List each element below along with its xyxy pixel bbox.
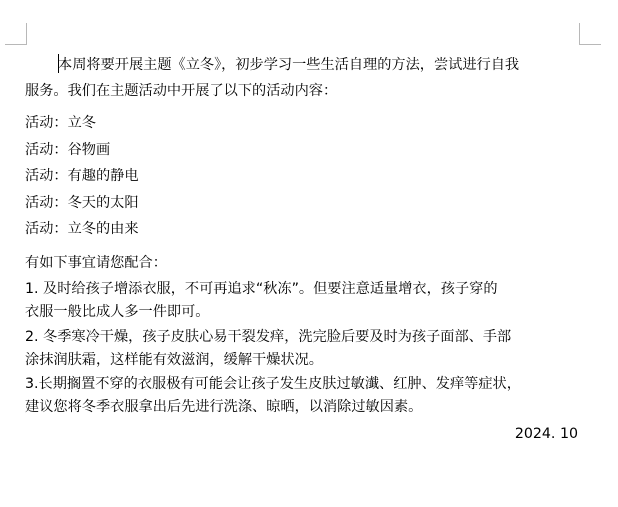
- tip-line: 涂抹润肤霜，这样能有效滋润，缓解干燥状况。: [25, 351, 323, 368]
- request-line[interactable]: 有如下事宜请您配合：: [25, 255, 167, 271]
- activity-list[interactable]: [25, 110, 581, 243]
- document-date[interactable]: 2024. 10: [514, 426, 578, 442]
- margin-corner-top-right: [579, 23, 601, 45]
- tip-line: 3.长期搁置不穿的衣服极有可能会让孩子发生皮肤过敏瀐、红肿、发痒等症状，: [25, 376, 521, 392]
- tip-item: [25, 278, 581, 324]
- tip-line: 2. 冬季寒冷干燥，孩子皮肤心易干裂发痒，洗完脸后要及时为孩子面部、手部: [25, 328, 512, 345]
- activity-item: 活动：谷物画: [25, 141, 111, 158]
- tip-line: 衣服一般比成人多一件即可。: [25, 304, 210, 320]
- activity-item: 活动：立冬的由来: [25, 221, 139, 237]
- intro-paragraph[interactable]: [25, 52, 581, 104]
- intro-line: 本周将要开展主题《立冬》，初步学习一些生活自理的方法，尝试进行自我: [58, 57, 520, 73]
- tip-line: 建议您将冬季衣服拿出后先进行洗涤、晾晒，以消除过敏因素。: [25, 399, 423, 415]
- activity-item: 活动：立冬: [25, 115, 96, 131]
- tips-list[interactable]: [25, 278, 581, 421]
- tip-item: [25, 373, 581, 419]
- tip-item: [25, 326, 581, 372]
- intro-line: 服务。我们在主题活动中开展了以下的活动内容：: [25, 83, 338, 99]
- activity-item: 活动：冬天的太阳: [25, 194, 139, 211]
- margin-corner-top-left: [5, 23, 27, 45]
- tip-line: 1. 及时给孩子增添衣服，不可再追求“秋冻”。但要注意适量增衣，孩子穿的: [25, 281, 498, 297]
- activity-item: 活动：有趣的静电: [25, 168, 139, 184]
